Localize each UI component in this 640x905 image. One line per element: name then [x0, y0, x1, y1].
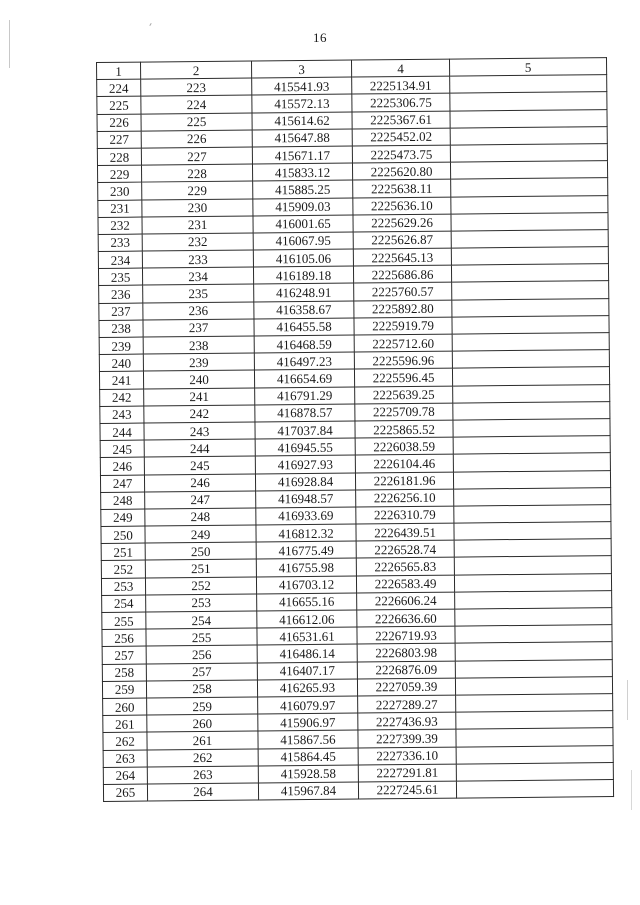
y-coordinate-cell: 2225306.75 [352, 93, 450, 111]
note-cell [454, 487, 611, 506]
note-cell [452, 350, 609, 369]
point-number-cell: 230 [98, 182, 142, 200]
note-cell [455, 625, 612, 644]
previous-point-cell: 255 [146, 628, 257, 646]
note-cell [451, 212, 608, 231]
note-cell [453, 436, 610, 455]
y-coordinate-cell: 2226038.59 [355, 437, 453, 455]
table-body [97, 75, 614, 802]
note-cell [452, 367, 609, 386]
previous-point-cell: 241 [144, 388, 255, 406]
x-coordinate-cell: 415614.62 [252, 112, 352, 130]
previous-point-cell: 234 [142, 267, 253, 285]
point-number-cell: 257 [102, 646, 146, 664]
x-coordinate-cell: 415833.12 [252, 163, 352, 181]
note-cell [453, 384, 610, 403]
point-number-cell: 238 [99, 320, 143, 338]
scan-speck [149, 23, 151, 26]
previous-point-cell: 254 [146, 611, 257, 629]
x-coordinate-cell: 417037.84 [255, 421, 355, 439]
table-row [103, 779, 613, 801]
note-cell [453, 419, 610, 438]
note-cell [454, 539, 611, 558]
previous-point-cell: 244 [144, 439, 255, 457]
y-coordinate-cell: 2227245.61 [358, 781, 456, 799]
note-cell [451, 264, 608, 283]
y-coordinate-cell: 2225919.79 [354, 317, 452, 335]
point-number-cell: 225 [97, 96, 141, 114]
x-coordinate-cell: 416265.93 [257, 679, 357, 697]
y-coordinate-cell: 2225636.10 [353, 197, 451, 215]
x-coordinate-cell: 416497.23 [254, 352, 354, 370]
coordinates-table [96, 57, 614, 802]
point-number-cell: 228 [97, 148, 141, 166]
x-coordinate-cell: 416455.58 [254, 318, 354, 336]
note-cell [455, 608, 612, 627]
previous-point-cell: 228 [141, 164, 252, 182]
y-coordinate-cell: 2227436.93 [358, 712, 456, 730]
y-coordinate-cell: 2225626.87 [353, 231, 451, 249]
point-number-cell: 252 [101, 560, 145, 578]
note-cell [450, 126, 607, 145]
point-number-cell: 229 [97, 165, 141, 183]
previous-point-cell: 233 [142, 250, 253, 268]
previous-point-cell: 243 [144, 422, 255, 440]
note-cell [452, 298, 609, 317]
x-coordinate-cell: 415541.93 [252, 77, 352, 95]
x-coordinate-cell: 416248.91 [254, 283, 354, 301]
y-coordinate-cell: 2226719.93 [357, 626, 455, 644]
point-number-cell: 249 [101, 509, 145, 527]
y-coordinate-cell: 2227291.81 [358, 764, 456, 782]
x-coordinate-cell: 416791.29 [255, 387, 355, 405]
note-cell [454, 556, 611, 575]
point-number-cell: 234 [98, 251, 142, 269]
previous-point-cell: 235 [143, 284, 254, 302]
column-header: 3 [251, 60, 351, 78]
previous-point-cell: 230 [142, 199, 253, 217]
point-number-cell: 253 [101, 578, 145, 596]
previous-point-cell: 246 [144, 473, 255, 491]
y-coordinate-cell: 2226876.09 [357, 661, 455, 679]
previous-point-cell: 251 [145, 559, 256, 577]
point-number-cell: 227 [97, 131, 141, 149]
point-number-cell: 233 [98, 234, 142, 252]
x-coordinate-cell: 416928.84 [255, 473, 355, 491]
note-cell [456, 728, 613, 747]
point-number-cell: 242 [100, 389, 144, 407]
x-coordinate-cell: 416001.65 [253, 215, 353, 233]
note-cell [451, 195, 608, 214]
previous-point-cell: 227 [141, 147, 252, 165]
y-coordinate-cell: 2226636.60 [357, 609, 455, 627]
page-number: 16 [313, 30, 327, 45]
note-cell [451, 229, 608, 248]
note-cell [455, 590, 612, 609]
previous-point-cell: 250 [145, 542, 256, 560]
note-cell [450, 144, 607, 163]
previous-point-cell: 229 [142, 181, 253, 199]
column-header: 4 [351, 59, 449, 77]
y-coordinate-cell: 2227059.39 [357, 678, 455, 696]
previous-point-cell: 232 [142, 233, 253, 251]
previous-point-cell: 258 [146, 680, 257, 698]
note-cell [456, 745, 613, 764]
column-header: 1 [97, 62, 141, 80]
y-coordinate-cell: 2226439.51 [356, 523, 454, 541]
point-number-cell: 243 [100, 406, 144, 424]
y-coordinate-cell: 2225892.80 [354, 300, 452, 318]
point-number-cell: 247 [100, 475, 144, 493]
previous-point-cell: 264 [147, 783, 258, 801]
point-number-cell: 236 [99, 286, 143, 304]
x-coordinate-cell: 416775.49 [256, 541, 356, 559]
y-coordinate-cell: 2225473.75 [352, 145, 450, 163]
y-coordinate-cell: 2225629.26 [353, 214, 451, 232]
y-coordinate-cell: 2225709.78 [355, 403, 453, 421]
y-coordinate-cell: 2226565.83 [356, 558, 454, 576]
y-coordinate-cell: 2225452.02 [352, 128, 450, 146]
x-coordinate-cell: 416358.67 [254, 301, 354, 319]
x-coordinate-cell: 416067.95 [253, 232, 353, 250]
y-coordinate-cell: 2227399.39 [358, 729, 456, 747]
previous-point-cell: 237 [143, 319, 254, 337]
y-coordinate-cell: 2225638.11 [353, 179, 451, 197]
note-cell [452, 281, 609, 300]
x-coordinate-cell: 416927.93 [255, 455, 355, 473]
column-header: 2 [141, 61, 252, 79]
x-coordinate-cell: 416105.06 [253, 249, 353, 267]
previous-point-cell: 262 [147, 748, 258, 766]
note-cell [452, 315, 609, 334]
previous-point-cell: 231 [142, 216, 253, 234]
x-coordinate-cell: 416878.57 [255, 404, 355, 422]
note-cell [454, 504, 611, 523]
scan-edge-mark [631, 770, 632, 810]
previous-point-cell: 242 [144, 405, 255, 423]
note-cell [456, 779, 613, 798]
x-coordinate-cell: 415671.17 [252, 146, 352, 164]
y-coordinate-cell: 2225596.96 [354, 351, 452, 369]
note-cell [454, 522, 611, 541]
previous-point-cell: 253 [146, 594, 257, 612]
x-coordinate-cell: 416948.57 [256, 490, 356, 508]
point-number-cell: 226 [97, 114, 141, 132]
note-cell [450, 109, 607, 128]
x-coordinate-cell: 415647.88 [252, 129, 352, 147]
note-cell [450, 161, 607, 180]
y-coordinate-cell: 2225134.91 [352, 76, 450, 94]
point-number-cell: 239 [99, 337, 143, 355]
previous-point-cell: 247 [145, 491, 256, 509]
x-coordinate-cell: 416612.06 [257, 610, 357, 628]
y-coordinate-cell: 2226310.79 [356, 506, 454, 524]
note-cell [456, 762, 613, 781]
previous-point-cell: 224 [141, 95, 252, 113]
previous-point-cell: 249 [145, 525, 256, 543]
point-number-cell: 265 [103, 784, 147, 802]
x-coordinate-cell: 416531.61 [257, 627, 357, 645]
x-coordinate-cell: 415572.13 [252, 94, 352, 112]
point-number-cell: 255 [102, 612, 146, 630]
x-coordinate-cell: 415928.58 [258, 765, 358, 783]
note-cell [451, 178, 608, 197]
note-cell [455, 659, 612, 678]
point-number-cell: 262 [103, 732, 147, 750]
y-coordinate-cell: 2227289.27 [358, 695, 456, 713]
point-number-cell: 263 [103, 750, 147, 768]
point-number-cell: 248 [101, 492, 145, 510]
y-coordinate-cell: 2225596.45 [354, 368, 452, 386]
y-coordinate-cell: 2227336.10 [358, 747, 456, 765]
y-coordinate-cell: 2226528.74 [356, 540, 454, 558]
previous-point-cell: 260 [147, 714, 258, 732]
x-coordinate-cell: 415906.97 [258, 713, 358, 731]
point-number-cell: 251 [101, 543, 145, 561]
scan-edge-mark [627, 680, 628, 720]
previous-point-cell: 261 [147, 731, 258, 749]
x-coordinate-cell: 415967.84 [258, 782, 358, 800]
point-number-cell: 254 [102, 595, 146, 613]
x-coordinate-cell: 416755.98 [256, 558, 356, 576]
note-cell [450, 92, 607, 111]
point-number-cell: 261 [103, 715, 147, 733]
y-coordinate-cell: 2225686.86 [353, 265, 451, 283]
previous-point-cell: 238 [143, 336, 254, 354]
previous-point-cell: 240 [143, 370, 254, 388]
note-cell [456, 711, 613, 730]
x-coordinate-cell: 416933.69 [256, 507, 356, 525]
note-cell [450, 75, 607, 94]
point-number-cell: 231 [98, 200, 142, 218]
x-coordinate-cell: 415864.45 [258, 748, 358, 766]
y-coordinate-cell: 2226104.46 [355, 454, 453, 472]
x-coordinate-cell: 415867.56 [258, 730, 358, 748]
x-coordinate-cell: 416945.55 [255, 438, 355, 456]
point-number-cell: 259 [102, 681, 146, 699]
x-coordinate-cell: 416486.14 [257, 644, 357, 662]
point-number-cell: 241 [99, 371, 143, 389]
point-number-cell: 237 [99, 303, 143, 321]
previous-point-cell: 252 [145, 577, 256, 595]
previous-point-cell: 245 [144, 456, 255, 474]
column-header: 5 [449, 58, 606, 77]
point-number-cell: 244 [100, 423, 144, 441]
point-number-cell: 240 [99, 354, 143, 372]
note-cell [455, 642, 612, 661]
previous-point-cell: 259 [147, 697, 258, 715]
point-number-cell: 260 [103, 698, 147, 716]
x-coordinate-cell: 415885.25 [253, 180, 353, 198]
x-coordinate-cell: 416079.97 [258, 696, 358, 714]
note-cell [452, 333, 609, 352]
note-cell [453, 401, 610, 420]
y-coordinate-cell: 2225645.13 [353, 248, 451, 266]
point-number-cell: 264 [103, 767, 147, 785]
note-cell [453, 453, 610, 472]
note-cell [451, 247, 608, 266]
previous-point-cell: 225 [141, 113, 252, 131]
y-coordinate-cell: 2226256.10 [356, 489, 454, 507]
y-coordinate-cell: 2225639.25 [355, 386, 453, 404]
point-number-cell: 246 [100, 457, 144, 475]
y-coordinate-cell: 2225865.52 [355, 420, 453, 438]
note-cell [453, 470, 610, 489]
x-coordinate-cell: 416655.16 [257, 593, 357, 611]
y-coordinate-cell: 2226803.98 [357, 643, 455, 661]
point-number-cell: 232 [98, 217, 142, 235]
previous-point-cell: 257 [146, 663, 257, 681]
x-coordinate-cell: 416468.59 [254, 335, 354, 353]
y-coordinate-cell: 2225760.57 [354, 283, 452, 301]
y-coordinate-cell: 2225367.61 [352, 111, 450, 129]
y-coordinate-cell: 2225620.80 [352, 162, 450, 180]
previous-point-cell: 223 [141, 78, 252, 96]
point-number-cell: 250 [101, 526, 145, 544]
x-coordinate-cell: 416407.17 [257, 662, 357, 680]
x-coordinate-cell: 416703.12 [256, 576, 356, 594]
previous-point-cell: 256 [146, 645, 257, 663]
point-number-cell: 224 [97, 79, 141, 97]
note-cell [454, 573, 611, 592]
previous-point-cell: 236 [143, 302, 254, 320]
y-coordinate-cell: 2226583.49 [356, 575, 454, 593]
note-cell [455, 676, 612, 695]
previous-point-cell: 248 [145, 508, 256, 526]
point-number-cell: 256 [102, 629, 146, 647]
y-coordinate-cell: 2226181.96 [355, 472, 453, 490]
previous-point-cell: 239 [143, 353, 254, 371]
previous-point-cell: 263 [147, 766, 258, 784]
x-coordinate-cell: 416654.69 [254, 369, 354, 387]
x-coordinate-cell: 416812.32 [256, 524, 356, 542]
point-number-cell: 245 [100, 440, 144, 458]
y-coordinate-cell: 2225712.60 [354, 334, 452, 352]
y-coordinate-cell: 2226606.24 [357, 592, 455, 610]
note-cell [456, 694, 613, 713]
x-coordinate-cell: 416189.18 [253, 266, 353, 284]
x-coordinate-cell: 415909.03 [253, 198, 353, 216]
previous-point-cell: 226 [141, 130, 252, 148]
point-number-cell: 258 [102, 664, 146, 682]
point-number-cell: 235 [98, 268, 142, 286]
